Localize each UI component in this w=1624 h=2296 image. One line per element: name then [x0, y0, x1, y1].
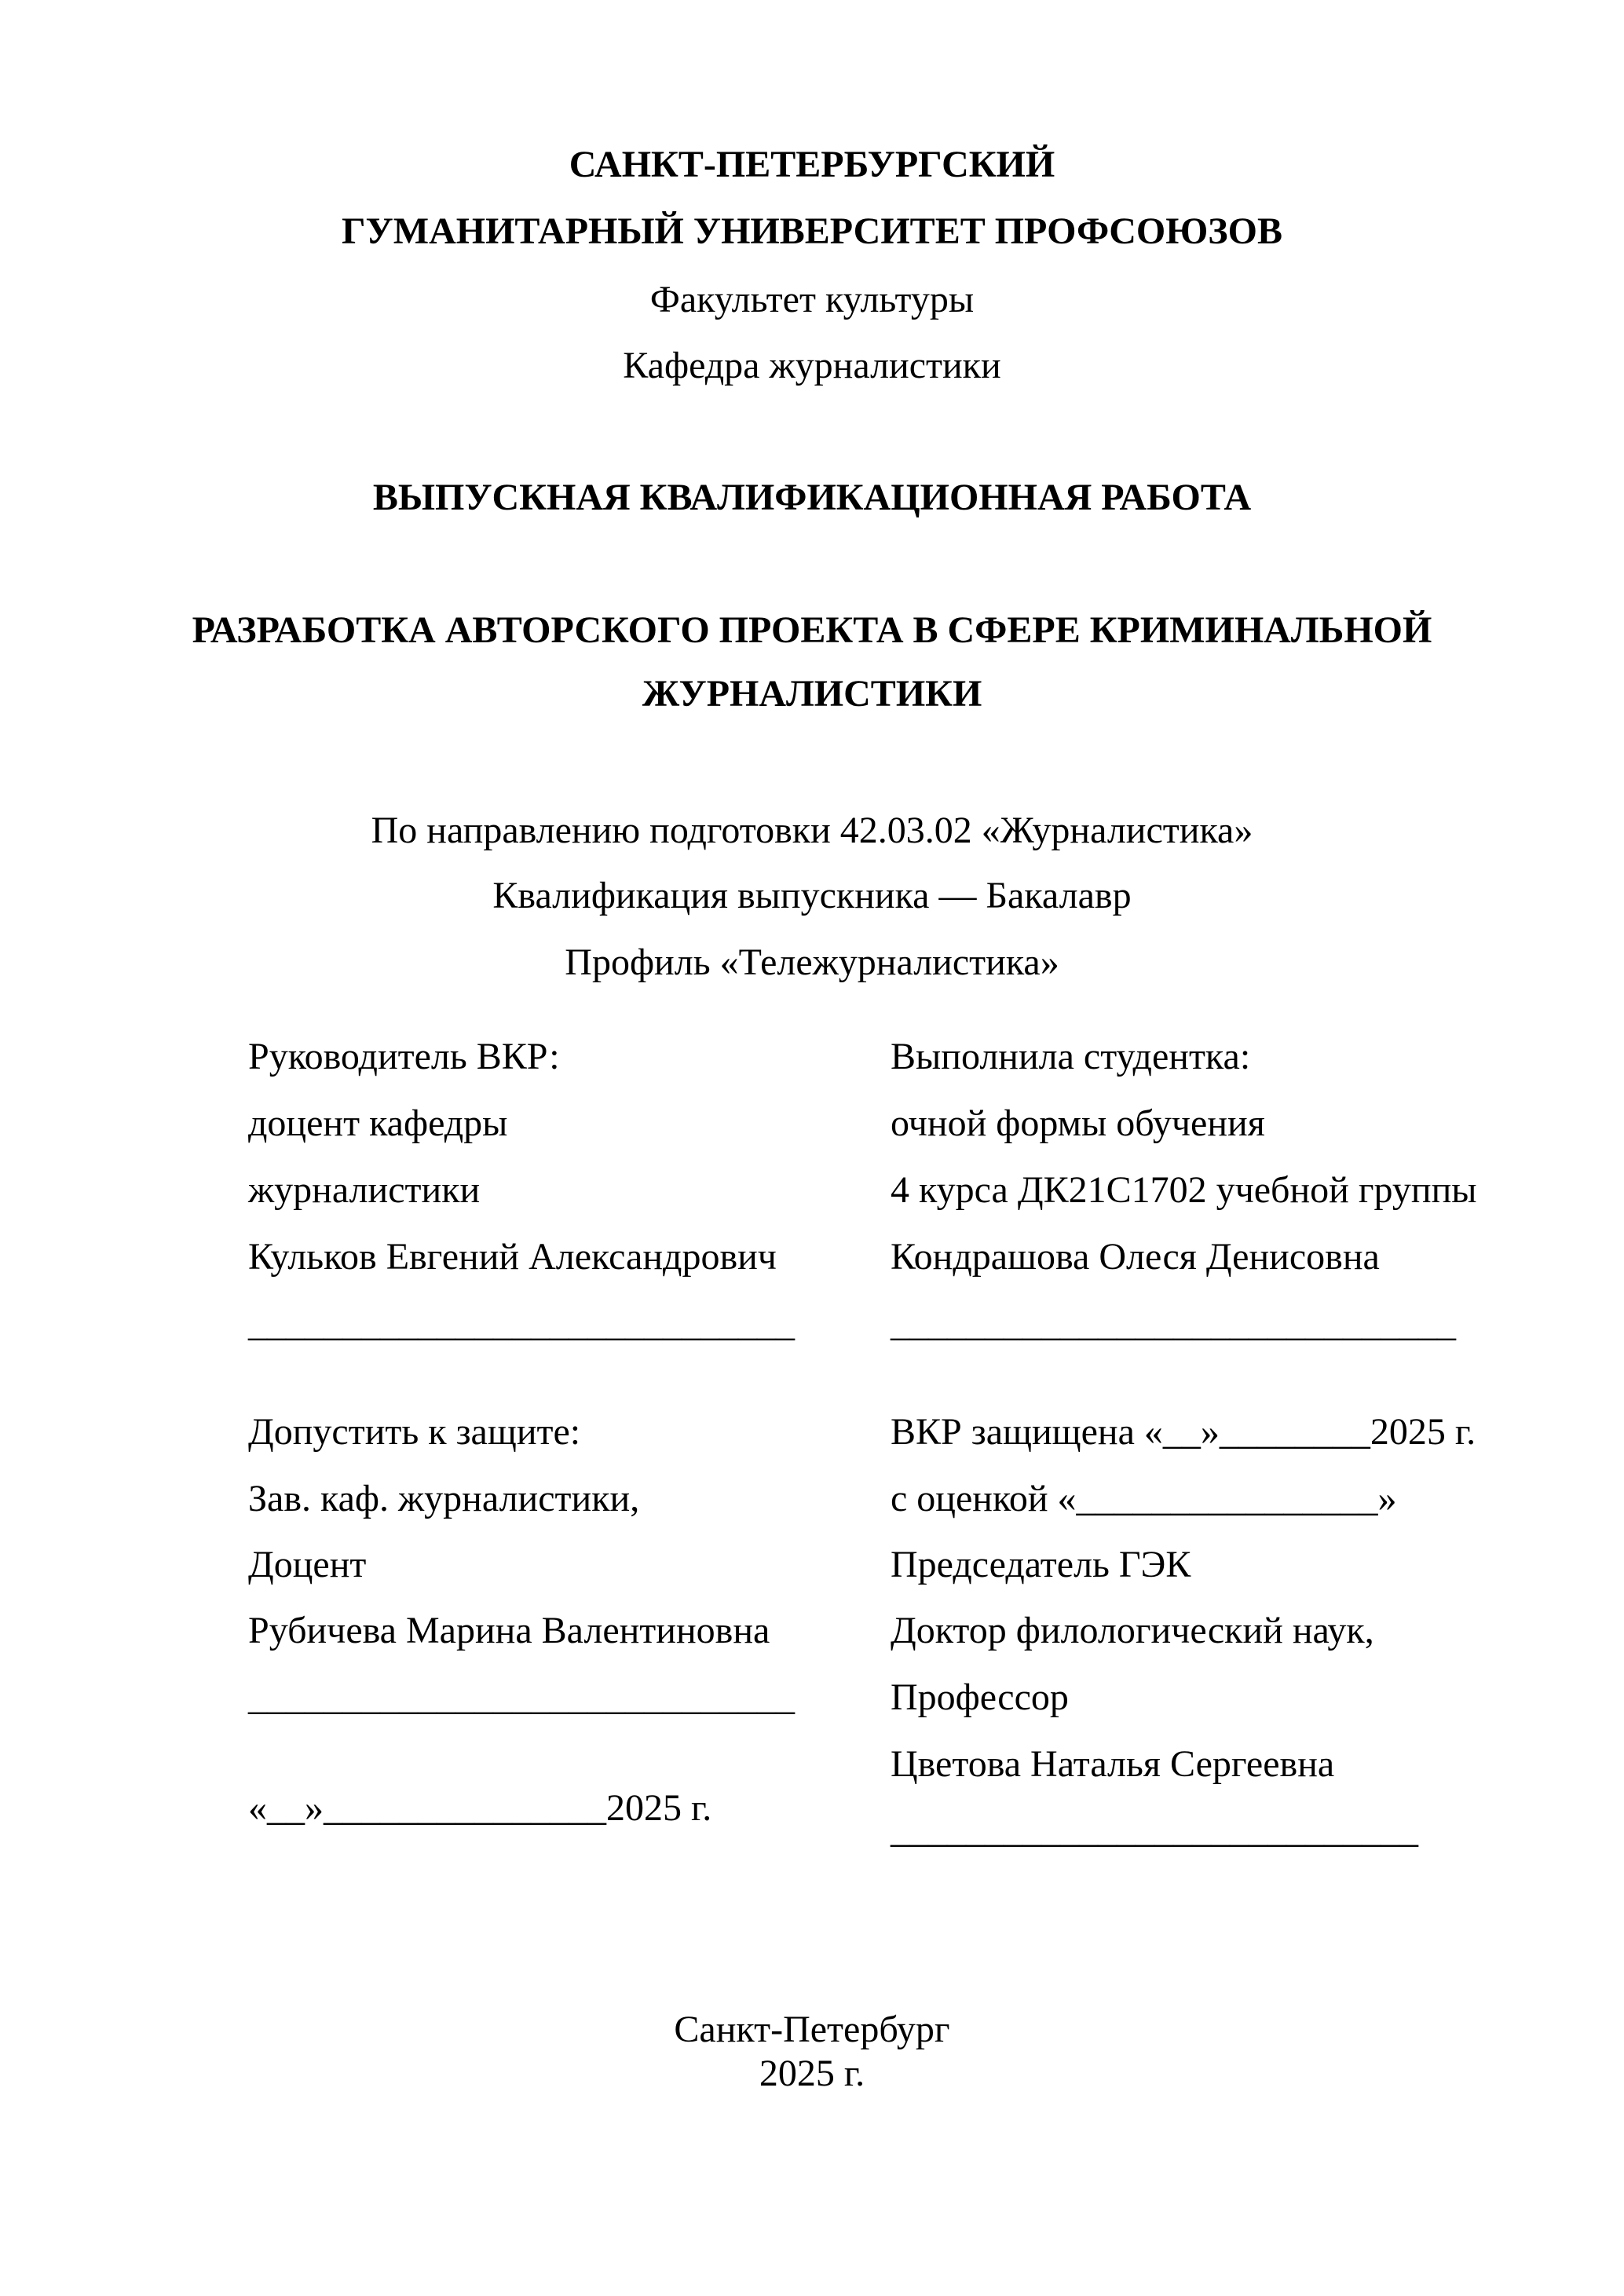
university-name-line2: ГУМАНИТАРНЫЙ УНИВЕРСИТЕТ ПРОФСОЮЗОВ [342, 210, 1282, 252]
head-name: Рубичева Марина Валентиновна [248, 1610, 770, 1651]
work-type: ВЫПУСКНАЯ КВАЛИФИКАЦИОННАЯ РАБОТА [372, 477, 1252, 518]
supervisor-name: Кульков Евгений Александрович [248, 1236, 777, 1278]
admit-date: «__»_______________2025 г. [248, 1787, 712, 1829]
supervisor-department: журналистики [248, 1169, 481, 1211]
chair-name: Цветова Наталья Сергеевна [891, 1743, 1335, 1785]
chair-signature-line: ____________________________ [891, 1809, 1418, 1851]
student-label: Выполнила студентка: [891, 1036, 1251, 1077]
profile: Профиль «Тележурналистика» [565, 941, 1059, 983]
thesis-title-line1: РАЗРАБОТКА АВТОРСКОГО ПРОЕКТА В СФЕРЕ КРИМИНАЛЬНОЙ [192, 609, 1432, 651]
student-signature-line: ______________________________ [891, 1303, 1456, 1344]
admit-label: Допустить к защите: [248, 1411, 581, 1453]
supervisor-position: доцент кафедры [248, 1102, 508, 1144]
student-group: 4 курса ДК21С1702 учебной группы [891, 1169, 1477, 1211]
commission-chair-label: Председатель ГЭК [891, 1544, 1191, 1585]
head-position: Зав. каф. журналистики, [248, 1478, 640, 1519]
department: Кафедра журналистики [623, 345, 1001, 386]
head-rank: Доцент [248, 1544, 367, 1585]
student-name: Кондрашова Олеся Денисовна [891, 1236, 1380, 1278]
footer-city: Санкт-Петербург [674, 2009, 950, 2050]
defense-date: ВКР защищена «__»________2025 г. [891, 1411, 1476, 1453]
faculty: Факультет культуры [649, 279, 975, 320]
chair-rank: Профессор [891, 1676, 1069, 1718]
program-direction: По направлению подготовки 42.03.02 «Журналистика» [371, 810, 1253, 851]
footer-year: 2025 г. [759, 2053, 865, 2094]
head-signature-line: _____________________________ [248, 1676, 795, 1718]
supervisor-signature-line: _____________________________ [248, 1303, 795, 1344]
study-form: очной формы обучения [891, 1102, 1265, 1144]
thesis-title-line2: ЖУРНАЛИСТИКИ [642, 673, 982, 715]
grade: с оценкой «________________» [891, 1478, 1397, 1519]
qualification: Квалификация выпускника — Бакалавр [492, 875, 1132, 916]
supervisor-label: Руководитель ВКР: [248, 1036, 560, 1077]
chair-degree: Доктор филологический наук, [891, 1610, 1374, 1651]
university-name-line1: САНКТ-ПЕТЕРБУРГСКИЙ [569, 144, 1055, 185]
